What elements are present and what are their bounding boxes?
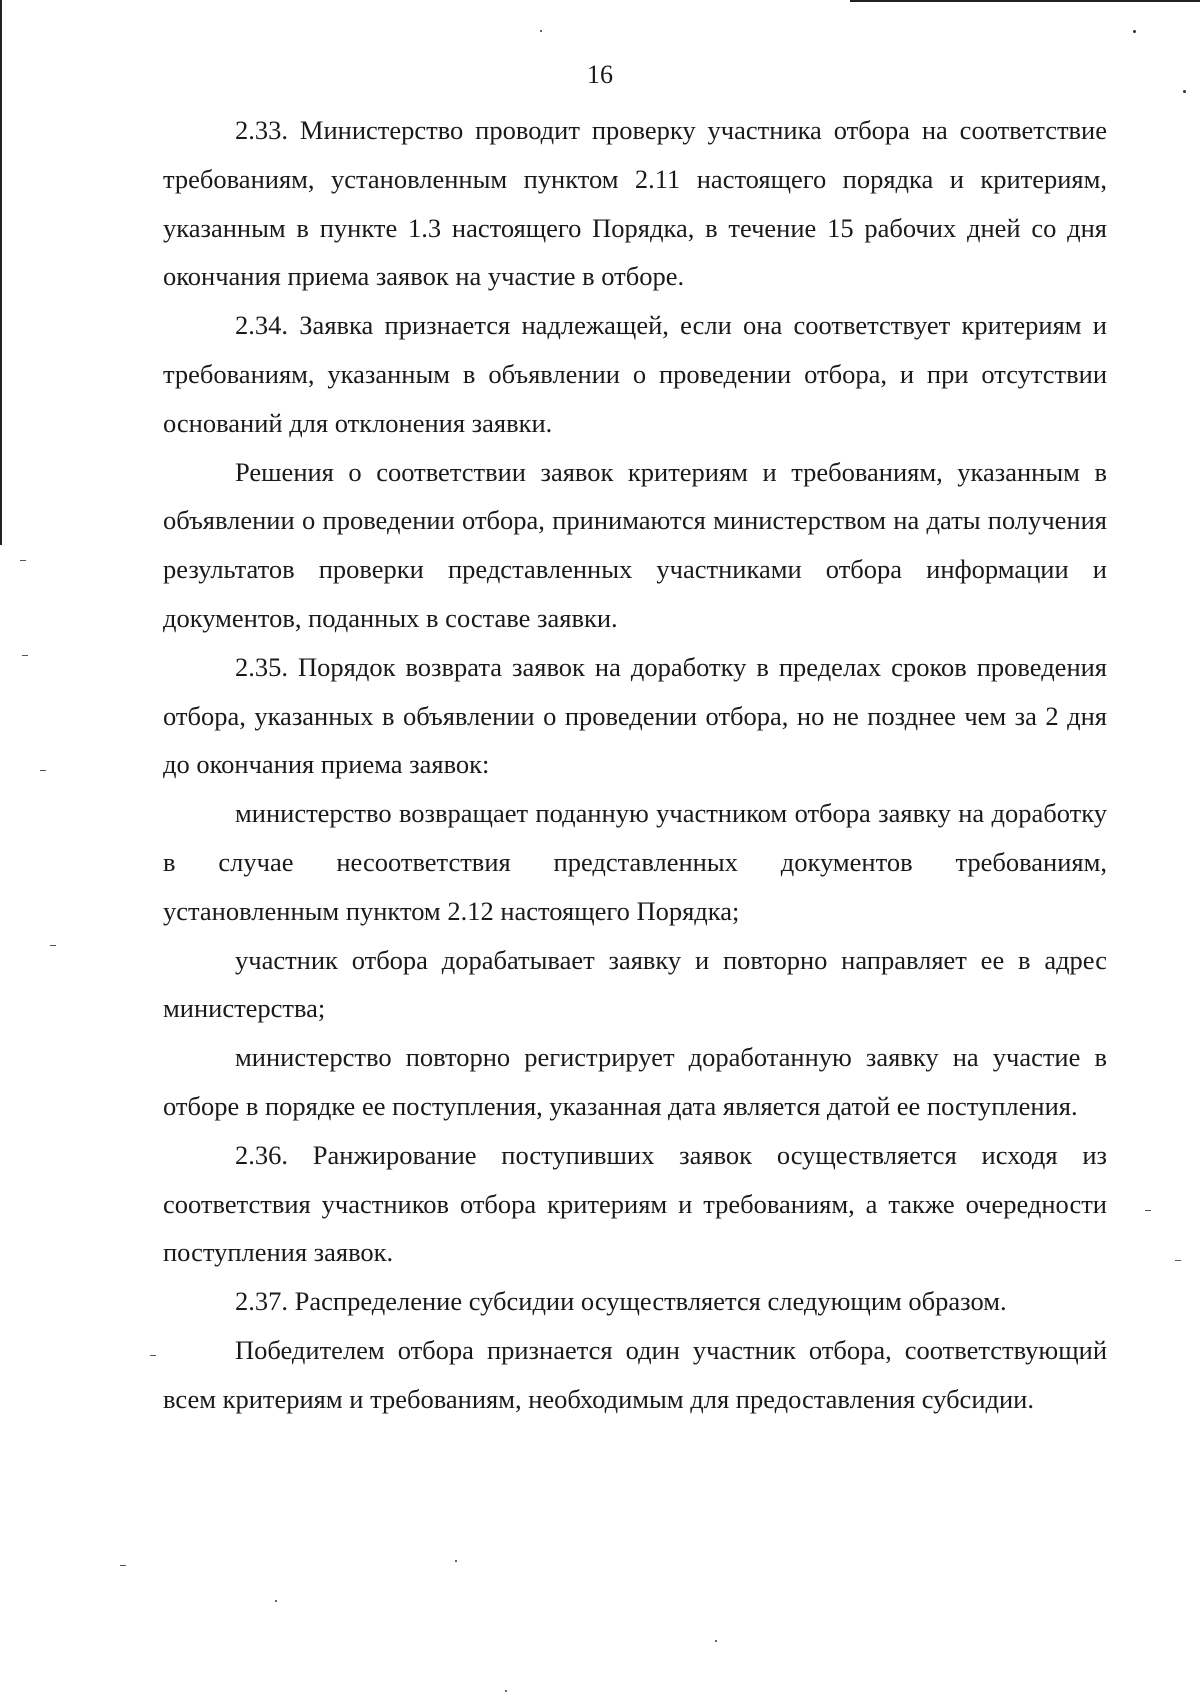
- scan-speck: [22, 655, 28, 656]
- document-body: [163, 106, 1107, 1424]
- paragraph-decisions: Решения о соответствии заявок критериям и требованиям, указанным в объявлении о проведении отбора, принимаются министерством на даты получения результатов проверки представленных участниками отбора информации и документов, поданных в составе заявки.: [163, 456, 1107, 633]
- scan-speck: [20, 560, 26, 561]
- paragraph-2-37: 2.37. Распределение субсидии осуществляется следующим образом.: [235, 1286, 1007, 1317]
- paragraph-2-33: 2.33. Министерство проводит проверку участника отбора на соответствие требованиям, установленным пунктом 2.11 настоящего порядка и критериям, указанным в пункте 1.3 настоящего Порядка, в течение 15 рабочих дней со дня окончания приема заявок на участие в отборе.: [163, 115, 1107, 292]
- scan-speck: [715, 1640, 717, 1642]
- page-number: 16: [587, 60, 613, 89]
- scan-speck: [275, 1600, 277, 1602]
- scan-speck: [505, 1690, 507, 1692]
- paragraph-winner: Победителем отбора признается один участник отбора, соответствующий всем критериям и требованиям, необходимым для предоставления субсидии.: [163, 1334, 1107, 1414]
- scan-speck: [455, 1560, 457, 1562]
- paragraph-return-item-3: министерство повторно регистрирует доработанную заявку на участие в отборе в порядке ее поступления, указанная дата является датой ее поступления.: [163, 1042, 1107, 1121]
- scan-speck: [1133, 30, 1136, 33]
- paragraph-return-item-2: участник отбора дорабатывает заявку и повторно направляет ее в адрес министерства;: [163, 944, 1107, 1024]
- paragraph-2-34: 2.34. Заявка признается надлежащей, если она соответствует критериям и требованиям, указанным в объявлении о проведении отбора, и при отсутствии оснований для отклонения заявки.: [163, 310, 1107, 438]
- scan-speck: [1183, 90, 1186, 93]
- paragraph-return-item-1: министерство возвращает поданную участником отбора заявку на доработку в случае несоответствия представленных документов требованиям, установленным пунктом 2.12 настоящего Порядка;: [163, 798, 1107, 926]
- scan-speck: [540, 30, 542, 32]
- scan-speck: [1175, 1260, 1181, 1261]
- scan-speck: [40, 770, 46, 771]
- paragraph-2-35: 2.35. Порядок возврата заявок на доработку в пределах сроков проведения отбора, указанных в объявлении о проведении отбора, но не позднее чем за 2 дня до окончания приема заявок:: [163, 651, 1107, 780]
- scan-speck: [1145, 1210, 1151, 1211]
- paragraph-2-36: 2.36. Ранжирование поступивших заявок осуществляется исходя из соответствия участников отбора критериям и требованиям, а также очередности поступления заявок.: [163, 1139, 1107, 1268]
- scan-speck: [50, 945, 56, 946]
- scan-speck: [120, 1565, 126, 1566]
- scan-edge-top: [850, 0, 1200, 2]
- scan-speck: [150, 1355, 156, 1356]
